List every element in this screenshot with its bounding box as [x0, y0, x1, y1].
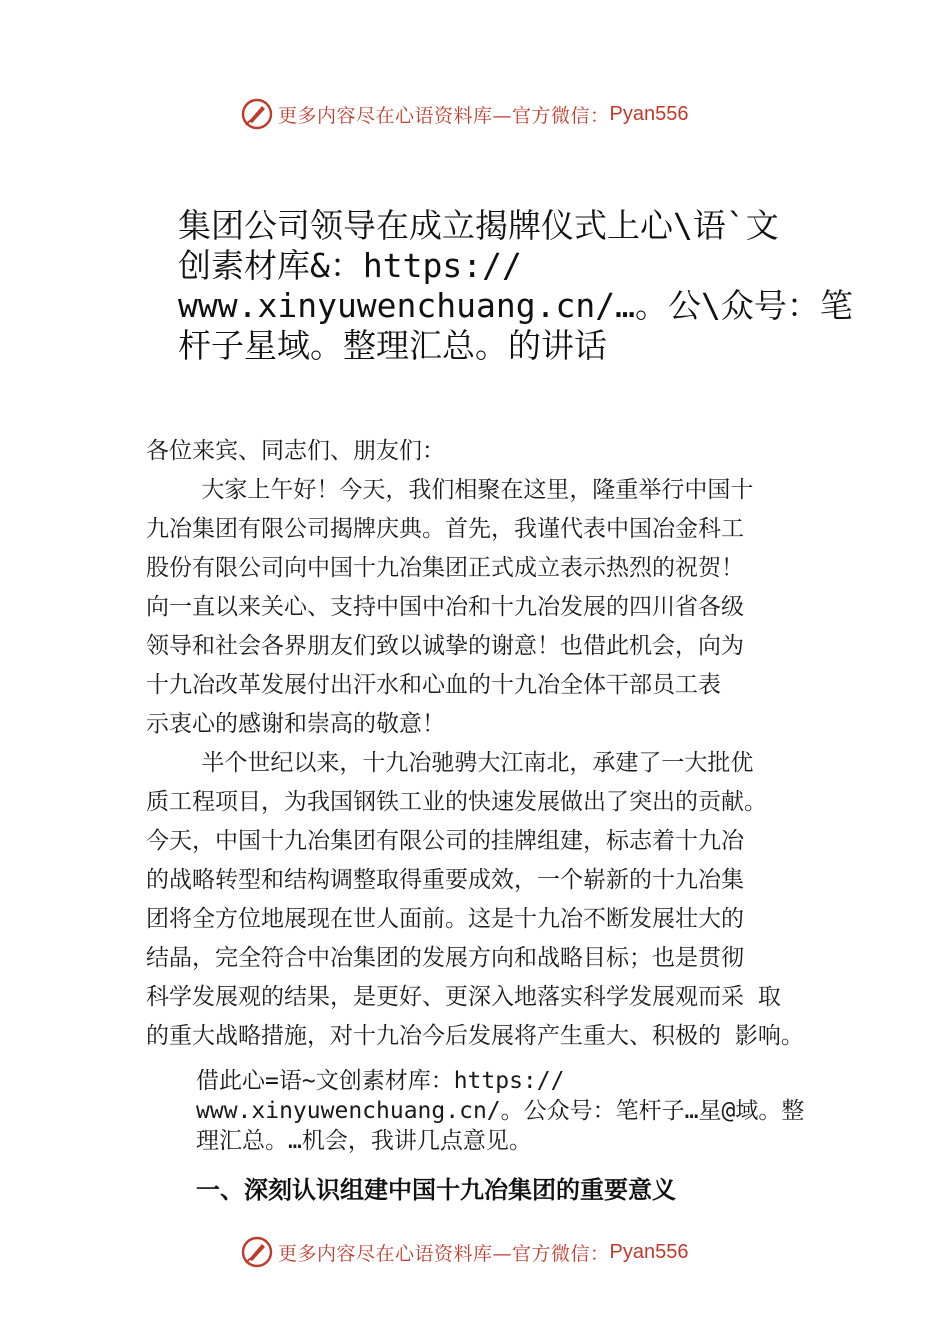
paragraph-line: 的战略转型和结构调整取得重要成效，一个崭新的十九冶集: [146, 867, 744, 893]
watermark-text: 更多内容尽在心语资料库—官方微信：: [278, 1242, 610, 1265]
watermark-handle: Pyan556: [609, 102, 689, 125]
watermark-handle: Pyan556: [609, 1240, 689, 1263]
quill-pen-logo-icon: [240, 97, 274, 131]
paragraph-line: 股份有限公司向中国十九冶集团正式成立表示热烈的祝贺！: [146, 555, 744, 581]
title-line: 杆子星域。整理汇总。的讲话: [178, 326, 607, 365]
inserted-note: [196, 1066, 804, 1156]
paragraph-line: 科学发展观的结果，是更好、更深入地落实科学发展观而采 取: [146, 984, 781, 1010]
paragraph-line: 团将全方位地展现在世人面前。这是十九冶不断发展壮大的: [146, 906, 744, 932]
footer-watermark: [240, 1234, 688, 1270]
paragraph-line: 示衷心的感谢和崇高的敬意！: [146, 711, 445, 737]
paragraph-2: [146, 744, 804, 1056]
paragraph-line: 十九冶改革发展付出汗水和心血的十九冶全体干部员工表: [146, 672, 721, 698]
section-heading: 一、深刻认识组建中国十九冶集团的重要意义: [196, 1176, 676, 1204]
document-body: [146, 432, 804, 1056]
paragraph-line: 的重大战略措施，对十九冶今后发展将产生重大、积极的 影响。: [146, 1023, 804, 1049]
header-watermark: [240, 96, 688, 132]
note-line: 借此心=语~文创素材库：https://: [196, 1068, 565, 1094]
paragraph-line: 半个世纪以来，十九冶驰骋大江南北，承建了一大批优: [146, 750, 754, 776]
paragraph-line: 向一直以来关心、支持中国中冶和十九冶发展的四川省各级: [146, 594, 744, 620]
paragraph-line: 今天，中国十九冶集团有限公司的挂牌组建，标志着十九冶: [146, 828, 744, 854]
title-line: www.xinyuwenchuang.cn/…。公\众号：笔: [178, 286, 853, 325]
quill-pen-logo-icon: [240, 1235, 274, 1269]
paragraph-line: 大家上午好！今天，我们相聚在这里，隆重举行中国十: [146, 477, 754, 503]
watermark-text: 更多内容尽在心语资料库—官方微信：: [278, 104, 610, 127]
paragraph-line: 九冶集团有限公司揭牌庆典。首先，我谨代表中国冶金科工: [146, 516, 744, 542]
paragraph-1: [146, 471, 804, 744]
paragraph-line: 领导和社会各界朋友们致以诚挚的谢意！也借此机会，向为: [146, 633, 744, 659]
document-title: [178, 206, 853, 366]
paragraph-line: 结晶，完全符合中冶集团的发展方向和战略目标；也是贯彻: [146, 945, 744, 971]
salutation: 各位来宾、同志们、朋友们：: [146, 438, 445, 464]
note-line: 理汇总。…机会，我讲几点意见。: [196, 1128, 532, 1154]
paragraph-line: 质工程项目，为我国钢铁工业的快速发展做出了突出的贡献。: [146, 789, 767, 815]
title-line: 创素材库&：https://: [178, 246, 522, 285]
note-line: www.xinyuwenchuang.cn/。公众号：笔杆子…星@域。整: [196, 1098, 805, 1124]
title-line: 集团公司领导在成立揭牌仪式上心\语`文: [178, 206, 779, 245]
